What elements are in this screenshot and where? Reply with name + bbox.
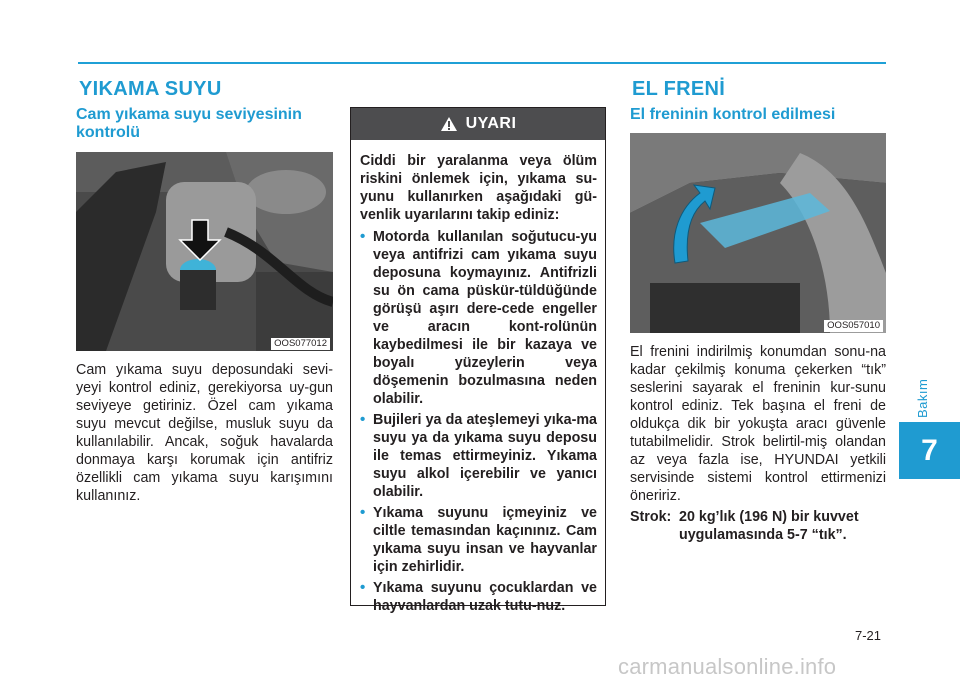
warning-list [360, 228, 597, 615]
bullet-icon: • [360, 504, 366, 521]
page-number: 7-21 [855, 628, 882, 643]
section-title-parking-brake: EL FRENİ [632, 78, 726, 100]
warning-intro: Ciddi bir yaralanma veya ölüm riskini önlemek için, yıkama su-yunu kullanırken aşağıdaki gü-venlik uyarılarını takip ediniz: [360, 153, 597, 223]
warning-item: • Bujileri ya da ateşlemeyi yıka-ma suyu ya da yıkama suyu deposu ile temas ettirmeyiniz. Yıkama suyu alkol içerebilir ve yanıcı olabilir. [360, 411, 597, 500]
warning-item: • Yıkama suyunu çocuklardan ve hayvanlardan uzak tutu-nuz. [360, 579, 597, 614]
parking-brake-photo [630, 133, 886, 333]
top-rule [78, 62, 886, 64]
parking-brake-paragraph: El frenini indirilmiş konumdan sonu-na kadar çekilmiş konuma çekerken “tık” seslerini sayarak el freninin kur-sunu kontrol ediniz. Tek başına el freni de oldukça dik bir yokuşta aracı güvenle tutabilmelidir. Strok belirtil-miş olandan az veya fazla ise, HYUNDAI yetkili servisinde sistemi kontrol ettirmenizi öneririz. [630, 344, 886, 504]
stroke-spec-label: Strok: [630, 509, 672, 525]
warning-triangle-icon [440, 116, 458, 132]
side-chapter-label: Bakım [915, 378, 930, 418]
washer-reservoir-photo [76, 152, 333, 351]
chapter-number-tab: 7 [899, 422, 960, 479]
photo-code-brake: OOS057010 [824, 320, 883, 332]
bullet-icon: • [360, 579, 366, 596]
parking-brake-illustration [630, 133, 886, 333]
watermark: carmanualsonline.info [618, 654, 837, 679]
photo-code-washer: OOS077012 [271, 338, 330, 350]
subtitle-washer-level: Cam yıkama suyu seviyesinin kontrolü [76, 106, 302, 141]
engine-bay-illustration [76, 152, 333, 351]
washer-paragraph: Cam yıkama suyu deposundaki sevi-yeyi kontrol ediniz, gerekiyorsa uy-gun seviyeye getiriniz. Özel cam yıkama suyu mevcut değilse, musluk suyu da kullanılabilir. Ancak, soğuk havalarda donmaya karşı korumak için antifriz özellikli cam yıkama suyu karışımını kullanınız. [76, 362, 333, 504]
bullet-icon: • [360, 411, 366, 428]
subtitle-parking-brake-check: El freninin kontrol edilmesi [630, 106, 836, 123]
warning-item: • Yıkama suyunu içmeyiniz ve ciltle temasından kaçınınız. Cam yıkama suyu insan ve hayvanlar için zehirlidir. [360, 504, 597, 575]
warning-heading: UYARI [465, 115, 517, 132]
warning-item: • Motorda kullanılan soğutucu-yu veya antifrizi cam yıkama suyu deposuna koymayınız. Antifrizli su ön cama püskür-tüldüğünde görüşü aşırı dere-cede engeller ve aracın kont-rolünün kaybedilmesi ile bir kazaya ve boyalı yüzeylerin veya döşemenin bozulmasına neden olabilir. [360, 228, 597, 407]
bullet-icon: • [360, 228, 366, 245]
warning-header [351, 108, 605, 140]
warning-box [350, 107, 606, 614]
stroke-spec-value: 20 kg’lık (196 N) bir kuvvet uygulamasında 5-7 “tık”. [679, 509, 859, 543]
section-title-washer: YIKAMA SUYU [79, 78, 222, 100]
